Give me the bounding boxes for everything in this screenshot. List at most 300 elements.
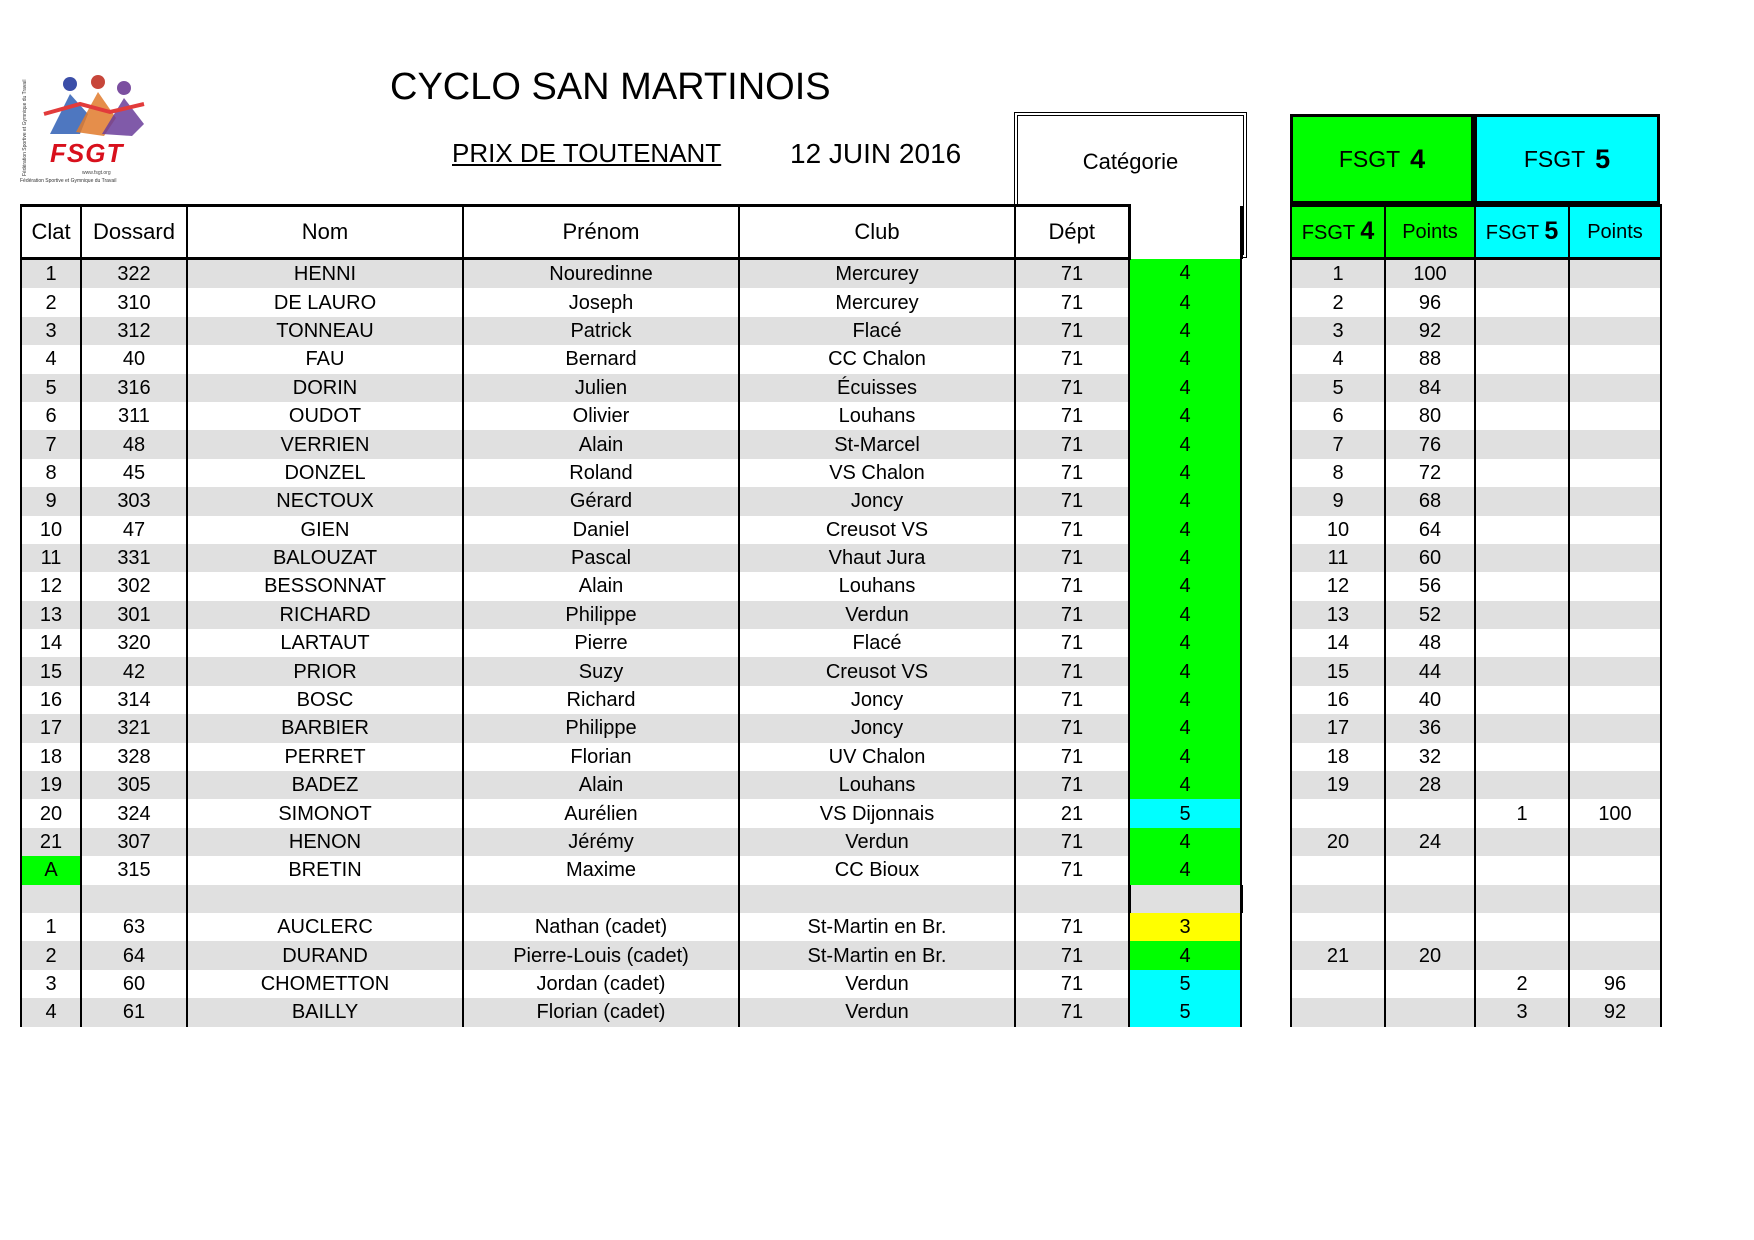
cell-dept: 71 bbox=[1015, 941, 1129, 969]
cell-clat: 6 bbox=[21, 402, 81, 430]
cell-clat: 12 bbox=[21, 572, 81, 600]
cell-cat: 5 bbox=[1129, 998, 1241, 1026]
fsgt4-header-label: FSGT bbox=[1338, 145, 1401, 172]
cell-club: CC Bioux bbox=[739, 856, 1015, 884]
fsgt-points-table bbox=[1290, 204, 1662, 1027]
cell-f4: 13 bbox=[1291, 601, 1385, 629]
cell-club: Mercurey bbox=[739, 288, 1015, 316]
cell-f5 bbox=[1475, 686, 1569, 714]
cell-dept: 71 bbox=[1015, 572, 1129, 600]
cell-f5 bbox=[1475, 856, 1569, 884]
race-name: PRIX DE TOUTENANT bbox=[452, 138, 722, 168]
cell-p4 bbox=[1385, 799, 1475, 827]
cell-f4: 12 bbox=[1291, 572, 1385, 600]
result-row bbox=[21, 998, 1241, 1026]
cell-p4: 76 bbox=[1385, 430, 1475, 458]
points-row bbox=[1291, 544, 1661, 572]
cell-p5 bbox=[1569, 771, 1661, 799]
cell-clat: 21 bbox=[21, 828, 81, 856]
result-row bbox=[21, 885, 1241, 913]
cell-f5 bbox=[1475, 629, 1569, 657]
cell-cat: 5 bbox=[1129, 799, 1241, 827]
cell-f4: 6 bbox=[1291, 402, 1385, 430]
cell-f5 bbox=[1475, 544, 1569, 572]
cell-club: Louhans bbox=[739, 402, 1015, 430]
cell-p4 bbox=[1385, 970, 1475, 998]
points-row bbox=[1291, 998, 1661, 1026]
points-row bbox=[1291, 402, 1661, 430]
points-row bbox=[1291, 799, 1661, 827]
cell-nom: BAILLY bbox=[187, 998, 463, 1026]
cell-dossard: 47 bbox=[81, 516, 187, 544]
cell-cat: 4 bbox=[1129, 572, 1241, 600]
result-row bbox=[21, 629, 1241, 657]
cell-nom: BADEZ bbox=[187, 771, 463, 799]
cell-dossard: 310 bbox=[81, 288, 187, 316]
result-row bbox=[21, 970, 1241, 998]
cell-p4 bbox=[1385, 885, 1475, 913]
cell-club: St-Marcel bbox=[739, 430, 1015, 458]
cell-dept: 71 bbox=[1015, 686, 1129, 714]
cell-p4: 20 bbox=[1385, 941, 1475, 969]
result-row bbox=[21, 657, 1241, 685]
cell-dossard bbox=[81, 885, 187, 913]
cell-f4 bbox=[1291, 998, 1385, 1026]
cell-prenom: Gérard bbox=[463, 487, 739, 515]
cell-prenom: Philippe bbox=[463, 714, 739, 742]
cell-f4: 1 bbox=[1291, 259, 1385, 289]
result-row bbox=[21, 714, 1241, 742]
points-row bbox=[1291, 913, 1661, 941]
cell-p5 bbox=[1569, 516, 1661, 544]
cell-club: Verdun bbox=[739, 970, 1015, 998]
cell-f4: 15 bbox=[1291, 657, 1385, 685]
points-row bbox=[1291, 259, 1661, 289]
cell-clat: 2 bbox=[21, 941, 81, 969]
cell-p5 bbox=[1569, 402, 1661, 430]
cell-dossard: 311 bbox=[81, 402, 187, 430]
cell-nom: DE LAURO bbox=[187, 288, 463, 316]
cell-f4: 2 bbox=[1291, 288, 1385, 316]
cell-nom: NECTOUX bbox=[187, 487, 463, 515]
col-club: Club bbox=[739, 206, 1015, 259]
cell-prenom: Pierre bbox=[463, 629, 739, 657]
page-title: CYCLO SAN MARTINOIS bbox=[390, 66, 831, 108]
col-fsgt4-num: 4 bbox=[1360, 217, 1375, 245]
cell-dossard: 40 bbox=[81, 345, 187, 373]
cell-dossard: 303 bbox=[81, 487, 187, 515]
cell-p4: 44 bbox=[1385, 657, 1475, 685]
cell-clat: 10 bbox=[21, 516, 81, 544]
result-row bbox=[21, 743, 1241, 771]
cell-cat: 4 bbox=[1129, 345, 1241, 373]
cell-cat: 3 bbox=[1129, 913, 1241, 941]
cell-p4: 24 bbox=[1385, 828, 1475, 856]
cell-dossard: 64 bbox=[81, 941, 187, 969]
points-row bbox=[1291, 572, 1661, 600]
cell-nom: PERRET bbox=[187, 743, 463, 771]
result-row bbox=[21, 288, 1241, 316]
points-row bbox=[1291, 771, 1661, 799]
cell-dept: 71 bbox=[1015, 970, 1129, 998]
points-row bbox=[1291, 516, 1661, 544]
cell-dept: 71 bbox=[1015, 402, 1129, 430]
cell-dossard: 45 bbox=[81, 459, 187, 487]
cell-p4: 84 bbox=[1385, 374, 1475, 402]
cell-cat: 5 bbox=[1129, 970, 1241, 998]
cell-p4: 92 bbox=[1385, 317, 1475, 345]
cell-p5 bbox=[1569, 487, 1661, 515]
cell-cat: 4 bbox=[1129, 743, 1241, 771]
cell-dossard: 315 bbox=[81, 856, 187, 884]
cell-f5 bbox=[1475, 317, 1569, 345]
cell-p4: 80 bbox=[1385, 402, 1475, 430]
col-fsgt5-num: 5 bbox=[1544, 217, 1559, 245]
cell-f5 bbox=[1475, 941, 1569, 969]
cell-club bbox=[739, 885, 1015, 913]
cell-prenom: Philippe bbox=[463, 601, 739, 629]
cell-f5 bbox=[1475, 714, 1569, 742]
category-label: Catégorie bbox=[1082, 149, 1179, 174]
points-row bbox=[1291, 856, 1661, 884]
cell-dept: 71 bbox=[1015, 374, 1129, 402]
cell-p5 bbox=[1569, 629, 1661, 657]
col-clat: Clat bbox=[21, 206, 81, 259]
cell-nom: BRETIN bbox=[187, 856, 463, 884]
cell-p4: 100 bbox=[1385, 259, 1475, 289]
cell-clat: 1 bbox=[21, 913, 81, 941]
cell-cat: 4 bbox=[1129, 516, 1241, 544]
cell-prenom: Roland bbox=[463, 459, 739, 487]
cell-club: Creusot VS bbox=[739, 516, 1015, 544]
cell-prenom bbox=[463, 885, 739, 913]
cell-club: VS Chalon bbox=[739, 459, 1015, 487]
cell-nom: HENON bbox=[187, 828, 463, 856]
cell-dept: 71 bbox=[1015, 430, 1129, 458]
cell-f4: 3 bbox=[1291, 317, 1385, 345]
cell-dept: 71 bbox=[1015, 998, 1129, 1026]
cell-cat: 4 bbox=[1129, 544, 1241, 572]
col-fsgt5 bbox=[1475, 206, 1569, 259]
cell-p5 bbox=[1569, 686, 1661, 714]
cell-p4: 48 bbox=[1385, 629, 1475, 657]
points-row bbox=[1291, 345, 1661, 373]
fsgt-points-header-row bbox=[1291, 206, 1661, 259]
cell-cat: 4 bbox=[1129, 828, 1241, 856]
cell-f5 bbox=[1475, 913, 1569, 941]
cell-clat: 19 bbox=[21, 771, 81, 799]
cell-clat: 8 bbox=[21, 459, 81, 487]
cell-clat: 18 bbox=[21, 743, 81, 771]
points-row bbox=[1291, 743, 1661, 771]
cell-nom: CHOMETTON bbox=[187, 970, 463, 998]
cell-nom: OUDOT bbox=[187, 402, 463, 430]
cell-prenom: Alain bbox=[463, 771, 739, 799]
cell-p5 bbox=[1569, 856, 1661, 884]
result-row bbox=[21, 459, 1241, 487]
cell-p4: 64 bbox=[1385, 516, 1475, 544]
cell-f4: 7 bbox=[1291, 430, 1385, 458]
logo-wordmark: FSGT bbox=[50, 138, 124, 168]
cell-dept: 71 bbox=[1015, 259, 1129, 289]
cell-prenom: Bernard bbox=[463, 345, 739, 373]
cell-nom: BOSC bbox=[187, 686, 463, 714]
cell-dept: 71 bbox=[1015, 856, 1129, 884]
cell-dept bbox=[1015, 885, 1129, 913]
cell-club: Creusot VS bbox=[739, 657, 1015, 685]
fsgt4-header bbox=[1290, 114, 1474, 204]
points-row bbox=[1291, 941, 1661, 969]
cell-cat: 4 bbox=[1129, 430, 1241, 458]
cell-dossard: 321 bbox=[81, 714, 187, 742]
cell-nom: DONZEL bbox=[187, 459, 463, 487]
cell-club: Louhans bbox=[739, 572, 1015, 600]
cell-p4: 60 bbox=[1385, 544, 1475, 572]
fsgt-points-body bbox=[1291, 206, 1661, 1027]
cell-dept: 71 bbox=[1015, 544, 1129, 572]
cell-p4: 96 bbox=[1385, 288, 1475, 316]
points-row bbox=[1291, 714, 1661, 742]
cell-dossard: 322 bbox=[81, 259, 187, 289]
cell-f4: 20 bbox=[1291, 828, 1385, 856]
points-row bbox=[1291, 459, 1661, 487]
cell-p5 bbox=[1569, 657, 1661, 685]
cell-cat: 4 bbox=[1129, 487, 1241, 515]
cell-nom: VERRIEN bbox=[187, 430, 463, 458]
cell-club: CC Chalon bbox=[739, 345, 1015, 373]
cell-dossard: 60 bbox=[81, 970, 187, 998]
col-fsgt5-label: FSGT bbox=[1485, 222, 1539, 244]
cell-p4: 52 bbox=[1385, 601, 1475, 629]
result-row bbox=[21, 516, 1241, 544]
cell-club: Flacé bbox=[739, 317, 1015, 345]
cell-clat: 13 bbox=[21, 601, 81, 629]
cell-f5 bbox=[1475, 487, 1569, 515]
cell-club: St-Martin en Br. bbox=[739, 941, 1015, 969]
cell-f5: 3 bbox=[1475, 998, 1569, 1026]
cell-dossard: 63 bbox=[81, 913, 187, 941]
cell-prenom: Richard bbox=[463, 686, 739, 714]
cell-f4: 4 bbox=[1291, 345, 1385, 373]
cell-prenom: Patrick bbox=[463, 317, 739, 345]
col-dept: Dépt bbox=[1015, 206, 1129, 259]
cell-p5: 100 bbox=[1569, 799, 1661, 827]
result-row bbox=[21, 259, 1241, 289]
cell-dossard: 302 bbox=[81, 572, 187, 600]
athletes-logo-icon bbox=[40, 74, 148, 138]
cell-f5 bbox=[1475, 430, 1569, 458]
cell-f4: 5 bbox=[1291, 374, 1385, 402]
cell-p5 bbox=[1569, 828, 1661, 856]
cell-dept: 71 bbox=[1015, 317, 1129, 345]
cell-nom: BARBIER bbox=[187, 714, 463, 742]
results-body bbox=[21, 206, 1241, 1027]
cell-dossard: 328 bbox=[81, 743, 187, 771]
points-row bbox=[1291, 828, 1661, 856]
cell-club: VS Dijonnais bbox=[739, 799, 1015, 827]
cell-prenom: Suzy bbox=[463, 657, 739, 685]
cell-p5: 92 bbox=[1569, 998, 1661, 1026]
cell-dept: 71 bbox=[1015, 288, 1129, 316]
cell-p4: 72 bbox=[1385, 459, 1475, 487]
cell-p4: 28 bbox=[1385, 771, 1475, 799]
race-date: 12 JUIN 2016 bbox=[790, 138, 962, 169]
cell-club: Flacé bbox=[739, 629, 1015, 657]
cell-p5 bbox=[1569, 259, 1661, 289]
cell-f5 bbox=[1475, 516, 1569, 544]
cell-prenom: Pascal bbox=[463, 544, 739, 572]
cell-club: Joncy bbox=[739, 686, 1015, 714]
cell-f5 bbox=[1475, 345, 1569, 373]
cell-dossard: 314 bbox=[81, 686, 187, 714]
result-row bbox=[21, 345, 1241, 373]
cell-clat: 16 bbox=[21, 686, 81, 714]
cell-f5 bbox=[1475, 771, 1569, 799]
result-row bbox=[21, 771, 1241, 799]
cell-dept: 71 bbox=[1015, 714, 1129, 742]
cell-nom: BALOUZAT bbox=[187, 544, 463, 572]
cell-cat: 4 bbox=[1129, 601, 1241, 629]
result-row bbox=[21, 856, 1241, 884]
cell-p4: 88 bbox=[1385, 345, 1475, 373]
result-row bbox=[21, 317, 1241, 345]
cell-p5 bbox=[1569, 572, 1661, 600]
cell-f4: 16 bbox=[1291, 686, 1385, 714]
col-dossard: Dossard bbox=[81, 206, 187, 259]
logo-caption: Fédération Sportive et Gymnique du Travail bbox=[20, 178, 117, 184]
cell-clat: 5 bbox=[21, 374, 81, 402]
cell-clat bbox=[21, 885, 81, 913]
cell-prenom: Julien bbox=[463, 374, 739, 402]
cell-prenom: Nathan (cadet) bbox=[463, 913, 739, 941]
cell-club: Joncy bbox=[739, 714, 1015, 742]
cell-f5: 2 bbox=[1475, 970, 1569, 998]
results-table bbox=[20, 204, 1243, 1027]
cell-dept: 71 bbox=[1015, 516, 1129, 544]
cell-prenom: Jordan (cadet) bbox=[463, 970, 739, 998]
cell-clat: 3 bbox=[21, 317, 81, 345]
col-category bbox=[1129, 206, 1241, 259]
cell-f5 bbox=[1475, 885, 1569, 913]
cell-f5 bbox=[1475, 743, 1569, 771]
cell-dossard: 324 bbox=[81, 799, 187, 827]
cell-f5 bbox=[1475, 259, 1569, 289]
cell-dossard: 331 bbox=[81, 544, 187, 572]
cell-p5 bbox=[1569, 317, 1661, 345]
cell-p5 bbox=[1569, 714, 1661, 742]
cell-club: Écuisses bbox=[739, 374, 1015, 402]
cell-dossard: 316 bbox=[81, 374, 187, 402]
cell-nom: HENNI bbox=[187, 259, 463, 289]
cell-f4 bbox=[1291, 799, 1385, 827]
cell-p4 bbox=[1385, 856, 1475, 884]
result-row bbox=[21, 487, 1241, 515]
cell-f5 bbox=[1475, 601, 1569, 629]
cell-nom: SIMONOT bbox=[187, 799, 463, 827]
points-row bbox=[1291, 430, 1661, 458]
cell-cat: 4 bbox=[1129, 402, 1241, 430]
cell-f4: 11 bbox=[1291, 544, 1385, 572]
cell-p5 bbox=[1569, 885, 1661, 913]
cell-clat: 1 bbox=[21, 259, 81, 289]
cell-f4 bbox=[1291, 856, 1385, 884]
cell-dossard: 320 bbox=[81, 629, 187, 657]
cell-nom: PRIOR bbox=[187, 657, 463, 685]
cell-dossard: 312 bbox=[81, 317, 187, 345]
cell-cat: 4 bbox=[1129, 714, 1241, 742]
cell-prenom: Florian (cadet) bbox=[463, 998, 739, 1026]
cell-cat: 4 bbox=[1129, 288, 1241, 316]
cell-dossard: 48 bbox=[81, 430, 187, 458]
cell-club: Joncy bbox=[739, 487, 1015, 515]
cell-f4: 17 bbox=[1291, 714, 1385, 742]
cell-p4 bbox=[1385, 913, 1475, 941]
cell-dossard: 307 bbox=[81, 828, 187, 856]
points-row bbox=[1291, 657, 1661, 685]
result-row bbox=[21, 402, 1241, 430]
cell-cat: 4 bbox=[1129, 771, 1241, 799]
cell-prenom: Maxime bbox=[463, 856, 739, 884]
fsgt5-header bbox=[1474, 114, 1660, 204]
points-row bbox=[1291, 970, 1661, 998]
cell-p5 bbox=[1569, 288, 1661, 316]
cell-clat: 20 bbox=[21, 799, 81, 827]
cell-club: St-Martin en Br. bbox=[739, 913, 1015, 941]
cell-f4: 9 bbox=[1291, 487, 1385, 515]
cell-p5 bbox=[1569, 941, 1661, 969]
cell-f5 bbox=[1475, 288, 1569, 316]
cell-clat: 4 bbox=[21, 345, 81, 373]
cell-club: Verdun bbox=[739, 601, 1015, 629]
fsgt4-header-num: 4 bbox=[1410, 143, 1426, 174]
cell-dept: 71 bbox=[1015, 629, 1129, 657]
cell-dept: 21 bbox=[1015, 799, 1129, 827]
cell-cat: 4 bbox=[1129, 856, 1241, 884]
cell-dept: 71 bbox=[1015, 828, 1129, 856]
cell-f4: 14 bbox=[1291, 629, 1385, 657]
result-row bbox=[21, 941, 1241, 969]
cell-nom: TONNEAU bbox=[187, 317, 463, 345]
points-row bbox=[1291, 487, 1661, 515]
cell-clat: 11 bbox=[21, 544, 81, 572]
cell-clat: 15 bbox=[21, 657, 81, 685]
cell-nom: GIEN bbox=[187, 516, 463, 544]
cell-f5 bbox=[1475, 572, 1569, 600]
cell-nom: DORIN bbox=[187, 374, 463, 402]
cell-p5 bbox=[1569, 913, 1661, 941]
cell-prenom: Pierre-Louis (cadet) bbox=[463, 941, 739, 969]
cell-dept: 71 bbox=[1015, 345, 1129, 373]
cell-f5 bbox=[1475, 402, 1569, 430]
cell-cat: 4 bbox=[1129, 374, 1241, 402]
cell-cat: 4 bbox=[1129, 629, 1241, 657]
points-row bbox=[1291, 686, 1661, 714]
cell-f5 bbox=[1475, 374, 1569, 402]
col-nom: Nom bbox=[187, 206, 463, 259]
cell-dossard: 61 bbox=[81, 998, 187, 1026]
cell-cat: 4 bbox=[1129, 686, 1241, 714]
col-prenom: Prénom bbox=[463, 206, 739, 259]
cell-p5 bbox=[1569, 430, 1661, 458]
cell-f5 bbox=[1475, 459, 1569, 487]
cell-nom: LARTAUT bbox=[187, 629, 463, 657]
cell-clat: 2 bbox=[21, 288, 81, 316]
cell-p5 bbox=[1569, 544, 1661, 572]
cell-club: Louhans bbox=[739, 771, 1015, 799]
cell-p5 bbox=[1569, 459, 1661, 487]
cell-p4: 32 bbox=[1385, 743, 1475, 771]
points-row bbox=[1291, 288, 1661, 316]
